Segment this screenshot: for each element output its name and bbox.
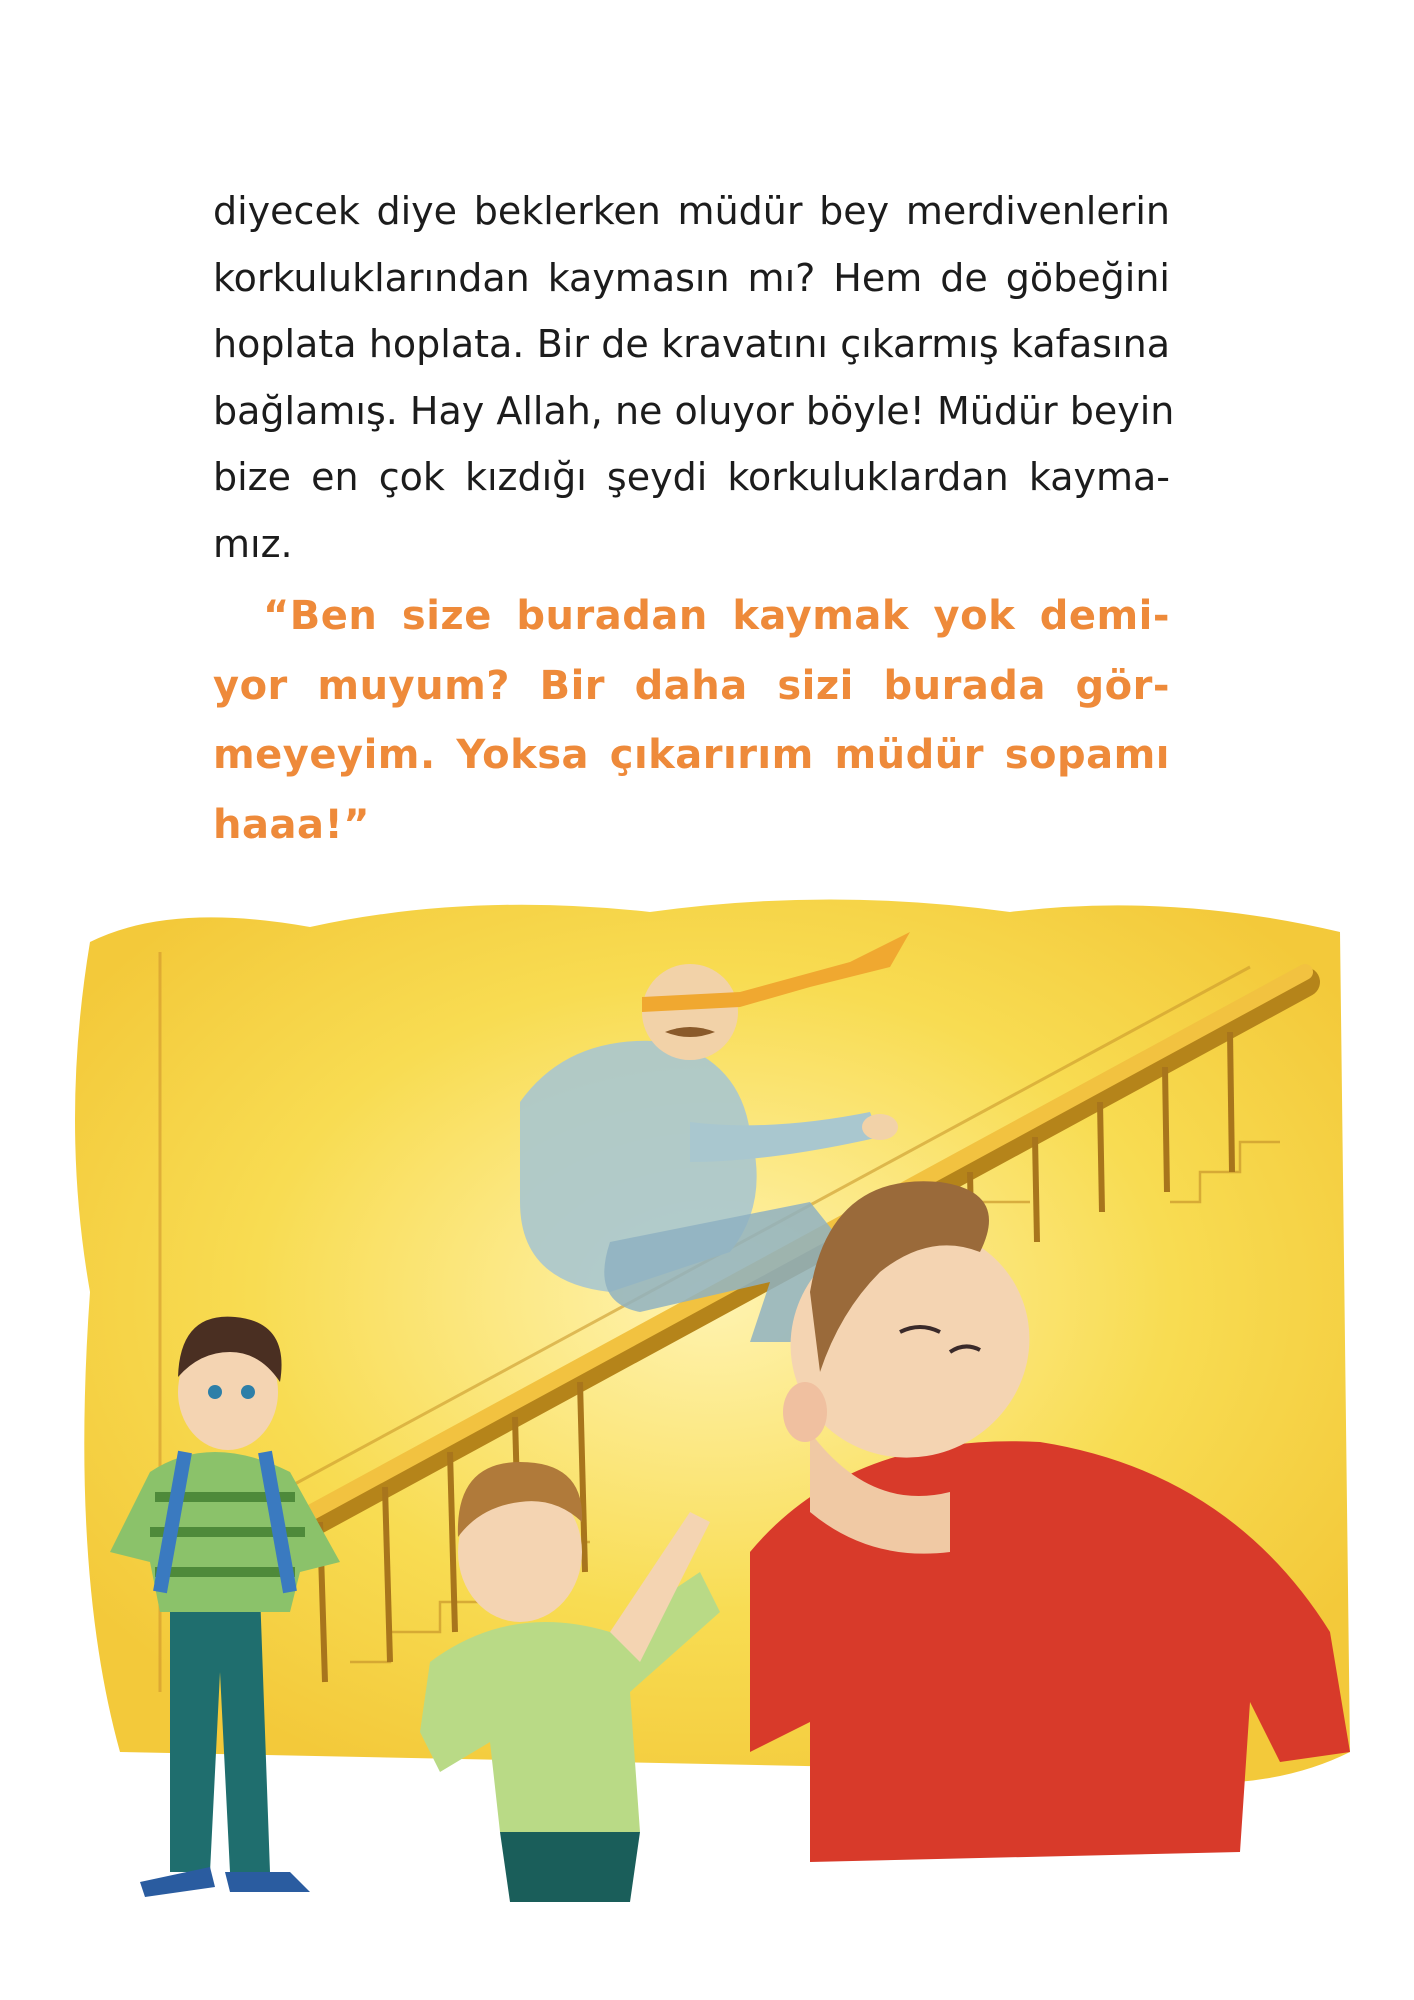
narration-line: mız. [213, 521, 293, 566]
narration-paragraph [213, 178, 1175, 577]
principal-quote [213, 582, 1170, 860]
boy-right-ear [783, 1382, 827, 1442]
principal-hand [862, 1114, 898, 1140]
boy-left-shoes [140, 1867, 310, 1897]
narration-line: korkuluklarından kaymasın mı? Hem de göbeğini [213, 255, 1170, 300]
quote-line: meyeyim. Yoksa çıkarırım müdür sopamı [213, 732, 1170, 778]
boy-middle-pants [500, 1832, 640, 1902]
narration-line: hoplata hoplata. Bir de kravatını çıkarmış kafasına [213, 322, 1170, 366]
narration-line: diyecek diye beklerken müdür bey merdivenlerin [213, 189, 1170, 233]
quote-line: “Ben size buradan kaymak yok demi- [263, 593, 1170, 639]
narration-line: bağlamış. Hay Allah, ne oluyor böyle! Müdür beyin [213, 388, 1175, 433]
quote-line: haaa!” [213, 801, 370, 848]
staircase-illustration [50, 872, 1370, 1947]
principal-head [642, 964, 738, 1060]
quote-line: yor muyum? Bir daha sizi burada gör- [213, 662, 1170, 709]
narration-line: bize en çok kızdığı şeydi korkuluklardan kayma- [213, 455, 1170, 499]
